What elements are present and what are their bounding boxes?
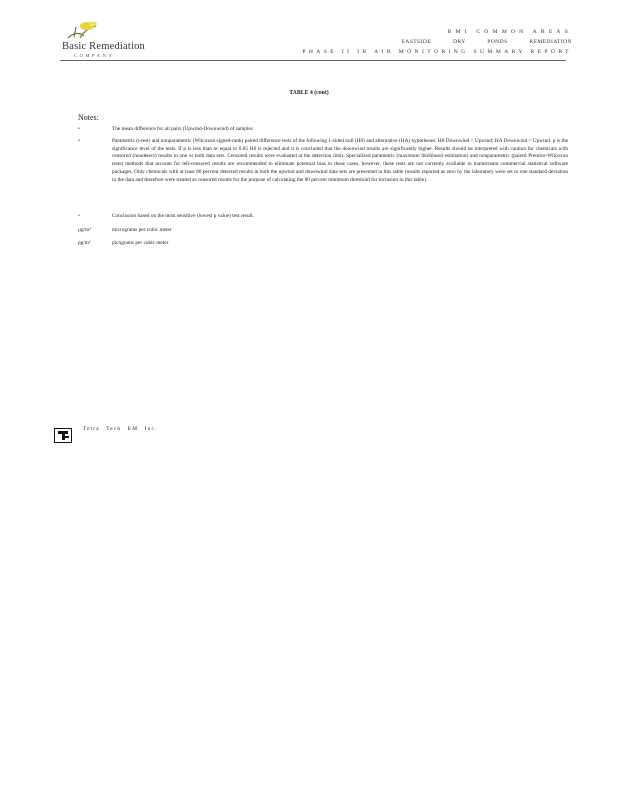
table-title: TABLE 4 (cont): [289, 90, 329, 96]
sun-plant-icon: [66, 20, 100, 42]
note-text: picograms per cubic meter: [112, 240, 169, 246]
footer-company-name: Tetra Tech EM Inc.: [83, 426, 158, 432]
note-bullet: •: [78, 126, 80, 132]
header-line-2: EASTSIDE DRY PONDS REMEDIATION: [401, 39, 572, 45]
note-unit-symbol: pg/m³: [78, 240, 91, 246]
note-text: Conclusion based on the most sensitive (lowest p value) test result.: [112, 213, 254, 219]
company-logo: [62, 20, 152, 60]
note-unit-symbol: µg/m³: [78, 227, 91, 233]
note-text: Parametric (t-test) and nonparametric (Wilcoxon signed-rank) paired difference tests of the following 1-sided null (H0) and alternative (HA) hypotheses: H0 Downwind < Upwind; HA Downwind > Upwind. p is the significance level of the tests. If p is less than or equal to 0.05 H0 is rejected and it is concluded that the downwind results are significantly higher. Results should be interpreted with caution for chemicals with censored (nondetect) results in one or both data sets. Censored results were evaluated at the detection limit. Specialized parametric (maximum likelihood estimation) and nonparametric (paired Prentice-Wilcoxon tests) methods that account for left-censored results are recommended to eliminate potential bias in these cases, however, these tests are not currently available in mainstream commercial statistical software packages. Only chemicals with at least 80 percent detected results in both the upwind and downwind data sets are presented in this table (results reported as zero by the laboratory were set to one standard deviation in the data and therefore were treated as censored results for the purpose of calculating the 80 percent minimum threshold for inclusion in this table).: [112, 138, 568, 183]
tetra-tech-logo-icon: [54, 428, 72, 443]
notes-heading: Notes:: [78, 113, 99, 122]
header-divider: [60, 60, 566, 61]
header-line-1: BMI COMMON AREAS: [447, 29, 572, 35]
logo-company-name: Basic Remediation: [62, 41, 146, 52]
note-text: The mean difference for all pairs (Upwind-Downwind) of samples: [112, 126, 253, 132]
header-line-3: PHASE II IB AIR MONITORING SUMMARY REPORT: [302, 49, 572, 55]
logo-company-subtitle: COMPANY: [74, 53, 115, 58]
note-bullet: •: [78, 213, 80, 219]
note-text: micrograms per cubic meter: [112, 227, 172, 233]
note-bullet: •: [78, 138, 80, 144]
